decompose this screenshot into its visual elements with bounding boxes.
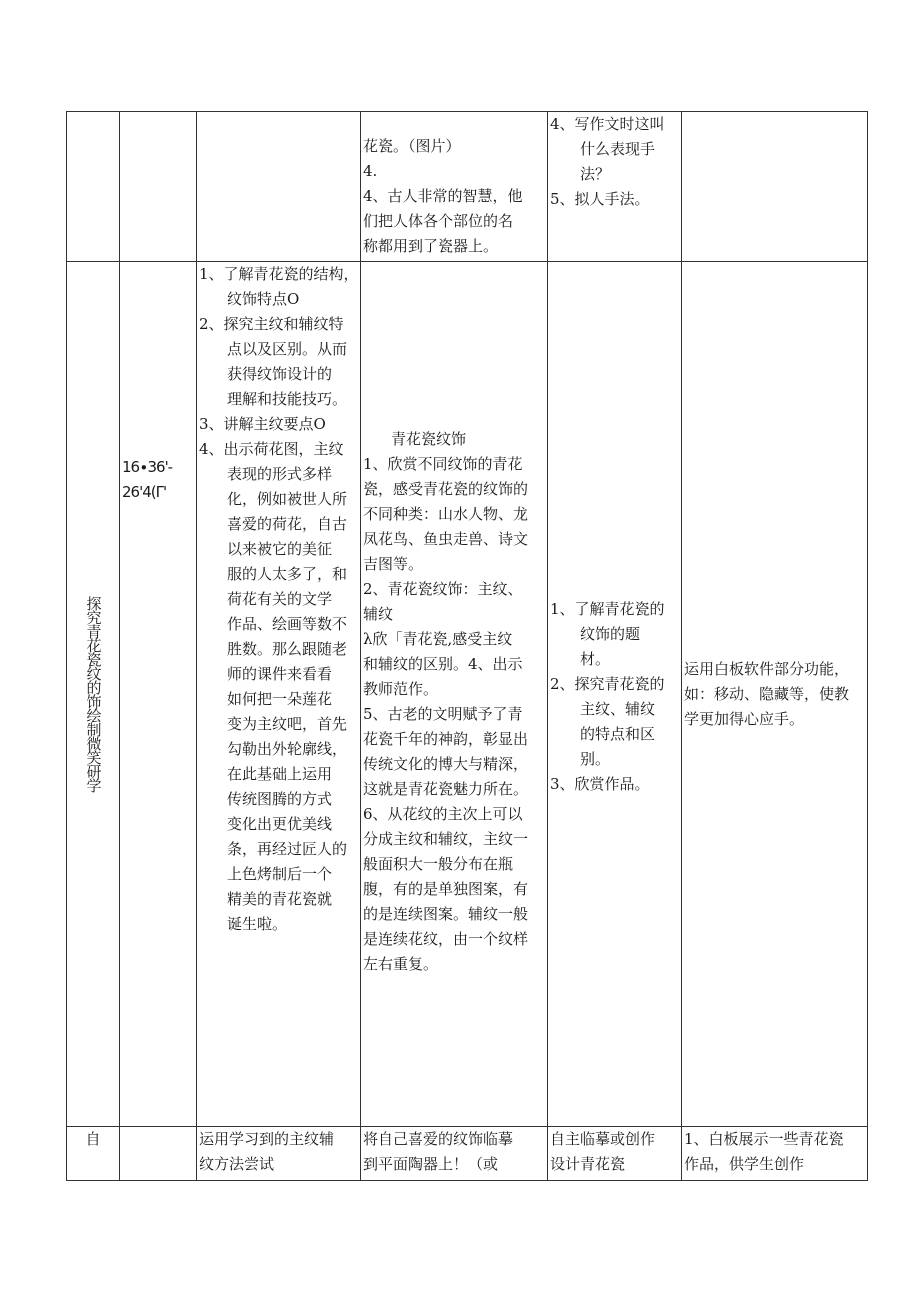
- student-line: 纹饰的题: [580, 625, 641, 643]
- student-line: 什么表现手: [580, 140, 656, 158]
- goal-line: 化，例如被世人所: [227, 490, 348, 508]
- content-line: 的是连续图案。辅纹一般: [363, 905, 529, 923]
- goal-line: 4、出示荷花图，主纹: [199, 440, 344, 458]
- content-line: 4.: [363, 162, 378, 180]
- content-line: 花瓷千年的神韵，彰显出: [363, 730, 529, 748]
- stage-cell-1: [67, 112, 120, 262]
- content-line: 般面积大一般分布在瓶: [363, 855, 514, 873]
- goal-line: 获得纹饰设计的: [227, 365, 333, 383]
- content-line: 2、青花瓷纹饰：主纹、: [363, 580, 523, 598]
- content-line: 传统文化的博大与精深，: [363, 755, 529, 773]
- goal-line: 精美的青花瓷就: [227, 890, 333, 908]
- content-line: 4、古人非常的智慧，他: [363, 187, 523, 205]
- goal-line: 传统图腾的方式: [227, 790, 333, 808]
- goal-line: 变为主纹吧，首先: [227, 715, 348, 733]
- goal-line: 表现的形式多样: [227, 465, 333, 483]
- goals-cell-1: [197, 112, 361, 262]
- tech-cell-2: [682, 262, 868, 1127]
- student-line: 5、拟人手法。: [550, 190, 650, 208]
- goal-line: 作品、绘画等数不: [227, 615, 348, 633]
- goal-line: 理解和技能技巧。: [227, 390, 348, 408]
- content-cell-3: [361, 1127, 548, 1181]
- tech-cell-3: [682, 1127, 868, 1181]
- content-line: 辅纹: [363, 605, 394, 623]
- tech-line: 作品，供学生创作: [684, 1155, 805, 1173]
- content-line: 教师范作。: [363, 680, 439, 698]
- content-line: 左右重复。: [363, 955, 439, 973]
- goal-line: 荷花有关的文学: [227, 590, 333, 608]
- content-line: 凤花鸟、鱼虫走兽、诗文: [363, 530, 529, 548]
- tech-line: 1、白板展示一些青花瓷: [684, 1130, 844, 1148]
- goal-line: 条，再经过匠人的: [227, 840, 348, 858]
- tech-line: 如：移动、隐藏等，使教: [684, 685, 850, 703]
- goal-line: 纹饰特点O: [227, 290, 300, 308]
- content-line: 是连续花纹，由一个纹样: [363, 930, 529, 948]
- table-row-2: [67, 262, 868, 1127]
- content-line: 到平面陶器上！（或: [363, 1155, 499, 1173]
- content-line: 1、欣赏不同纹饰的青花: [363, 455, 523, 473]
- content-line: 6、从花纹的主次上可以: [363, 805, 523, 823]
- student-line: 设计青花瓷: [550, 1155, 626, 1173]
- goal-line: 运用学习到的主纹辅: [199, 1130, 335, 1148]
- goal-line: 上色烤制后一个: [227, 865, 333, 883]
- student-line: 1、了解青花瓷的: [550, 600, 665, 618]
- time-cell-1: [120, 112, 197, 262]
- goals-cell-2: [197, 262, 361, 1127]
- content-line: 们把人体各个部位的名: [363, 212, 514, 230]
- content-line: 花瓷。（图片）: [363, 137, 461, 155]
- time-line: 26'4(Γ': [122, 483, 167, 501]
- student-line: 2、探究青花瓷的: [550, 675, 665, 693]
- goal-line: 服的人太多了，和: [227, 565, 348, 583]
- content-line: λ欣「青花瓷,感受主纹: [363, 630, 513, 648]
- goal-line: 勾勒出外轮廓线，: [227, 740, 348, 758]
- goal-line: 1、了解青花瓷的结构，: [199, 265, 359, 283]
- content-heading: 青花瓷纹饰: [391, 430, 467, 448]
- content-line: 这就是青花瓷魅力所在。: [363, 780, 529, 798]
- content-line: 称都用到了瓷器上。: [363, 237, 499, 255]
- time-cell-3: [120, 1127, 197, 1181]
- student-cell-2: [548, 262, 682, 1127]
- student-line: 材。: [580, 650, 611, 668]
- table-row-1: [67, 112, 868, 262]
- content-line: 不同种类：山水人物、龙: [363, 505, 529, 523]
- goal-line: 师的课件来看看: [227, 665, 333, 683]
- student-cell-3: [548, 1127, 682, 1181]
- goal-line: 诞生啦。: [227, 915, 288, 933]
- lesson-plan-table: [66, 111, 868, 1181]
- tech-cell-1: [682, 112, 868, 262]
- stage-cell-2: [67, 262, 120, 1127]
- student-line: 主纹、辅纹: [580, 700, 656, 718]
- tech-line: 运用白板软件部分功能，: [684, 660, 850, 678]
- content-line: 5、古老的文明赋予了青: [363, 705, 523, 723]
- table-row-3: [67, 1127, 868, 1181]
- content-cell-2: [361, 262, 548, 1127]
- goal-line: 变化出更优美线: [227, 815, 333, 833]
- goals-cell-3: [197, 1127, 361, 1181]
- goal-line: 2、探究主纹和辅纹特: [199, 315, 344, 333]
- student-line: 别。: [580, 750, 611, 768]
- goal-line: 如何把一朵莲花: [227, 690, 333, 708]
- goal-line: 喜爱的荷花，自古: [227, 515, 348, 533]
- student-line: 法？: [580, 165, 611, 183]
- student-line: 4、写作文时这叫: [550, 115, 665, 133]
- goal-line: 点以及区别。从而: [227, 340, 348, 358]
- content-line: 瓷，感受青花瓷的纹饰的: [363, 480, 529, 498]
- content-line: 吉图等。: [363, 555, 424, 573]
- time-cell-2: [120, 262, 197, 1127]
- student-line: 的特点和区: [580, 725, 656, 743]
- goal-line: 以来被它的美征: [227, 540, 333, 558]
- goal-line: 在此基础上运用: [227, 765, 333, 783]
- time-line: 16∙36'-: [122, 458, 173, 476]
- student-line: 3、欣赏作品。: [550, 775, 650, 793]
- stage-cell-3: [67, 1127, 120, 1181]
- content-line: 腹，有的是单独图案，有: [363, 880, 529, 898]
- goal-line: 3、讲解主纹要点O: [199, 415, 326, 433]
- goal-line: 纹方法尝试: [199, 1155, 275, 1173]
- tech-line: 学更加得心应手。: [684, 710, 805, 728]
- content-line: 和辅纹的区别。4、出示: [363, 655, 523, 673]
- content-line: 分成主纹和辅纹，主纹一: [363, 830, 529, 848]
- student-line: 自主临摹或创作: [550, 1130, 656, 1148]
- stage-label: 探究青花瓷纹的饰绘制微笑研学: [84, 596, 103, 792]
- student-cell-1: [548, 112, 682, 262]
- stage-label: 自: [85, 1130, 101, 1148]
- goal-line: 胜数。那么跟随老: [227, 640, 348, 658]
- content-cell-1: [361, 112, 548, 262]
- content-line: 将自己喜爱的纹饰临摹: [363, 1130, 514, 1148]
